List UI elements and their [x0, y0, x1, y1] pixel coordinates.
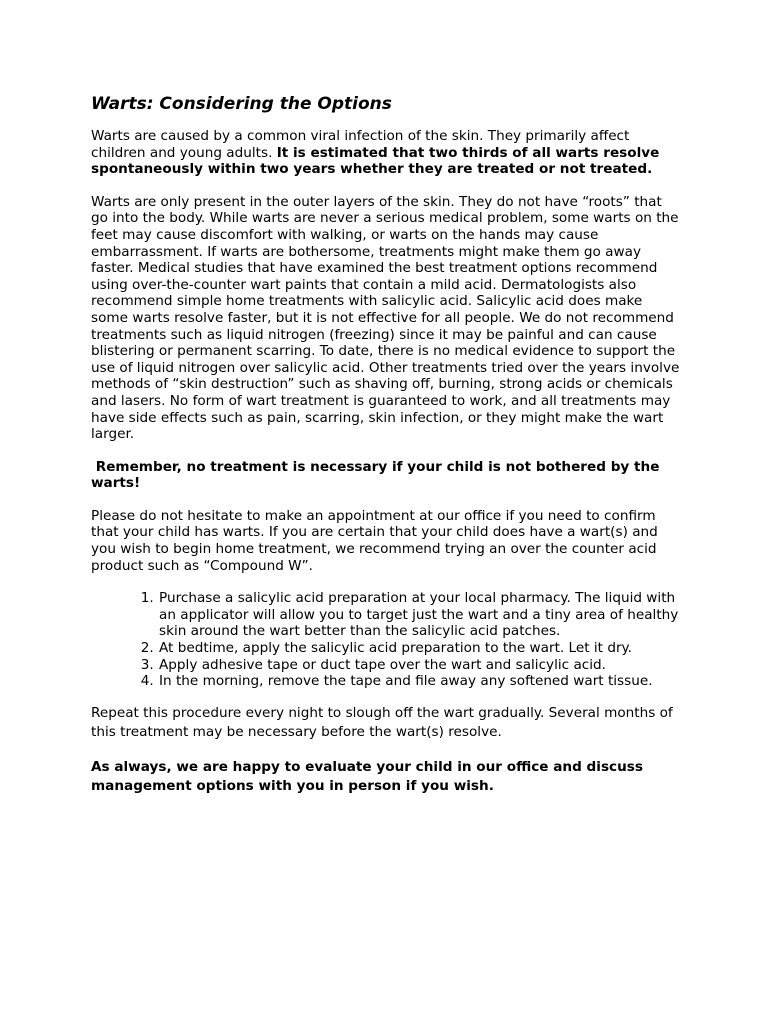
closing-paragraph: As always, we are happy to evaluate your child in our office and discuss management options with you in person if you wish.	[91, 758, 643, 794]
intro-text: Warts are caused by a common viral infection of the skin. They primarily affect children and young adults.	[91, 128, 630, 161]
treatment-step: 2. At bedtime, apply the salicylic acid preparation to the wart. Let it dry.	[158, 640, 683, 657]
warts-info-paragraph: Warts are only present in the outer layers of the skin. They do not have “roots” that go into the body. While warts are never a serious medical problem, some warts on the feet may cause discomfort with walking, or warts on the hands may cause embarrassment. If warts are bothersome, treatments might make them go away faster. Medical studies that have examined the best treatment options recommend using over-the-counter wart paints that contain a mild acid. Dermatologists also recommend simple home treatments with salicylic acid. Salicylic acid does make some warts resolve faster, but it is not effective for all people. We do not recommend treatments such as liquid nitrogen (freezing) since it may be painful and can cause blistering or permanent scarring. To date, there is no medical evidence to support the use of liquid nitrogen over salicylic acid. Other treatments tried over the years involve methods of “skin destruction” such as shaving off, burning, strong acids or chemicals and lasers. No form of wart treatment is guaranteed to work, and all treatments may have side effects such as pain, scarring, skin infection, or they might make the wart larger.	[91, 193, 680, 443]
document-title: Warts: Considering the Options	[91, 94, 392, 114]
repeat-procedure-paragraph: Repeat this procedure every night to slough off the wart gradually. Several months of this treatment may be necessary before the wart(s) resolve.	[91, 704, 673, 740]
treatment-step: 4. In the morning, remove the tape and file away any softened wart tissue.	[158, 673, 683, 690]
treatment-step: 1. Purchase a salicylic acid preparation at your local pharmacy. The liquid with an applicator will allow you to target just the wart and a tiny area of healthy skin around the wart better than the salicylic acid patches.	[158, 590, 683, 640]
intro-paragraph	[91, 128, 683, 178]
treatment-steps-list	[91, 590, 683, 690]
intro-bold-text: It is estimated that two thirds of all warts resolve spontaneously within two years whether they are treated or not treated.	[91, 144, 660, 178]
document-page	[91, 92, 683, 812]
reminder-paragraph: Remember, no treatment is necessary if your child is not bothered by the warts!	[91, 458, 665, 492]
treatment-step: 3. Apply adhesive tape or duct tape over the wart and salicylic acid.	[158, 657, 683, 674]
appointment-paragraph: Please do not hesitate to make an appointment at our office if you need to confirm that your child has warts. If you are certain that your child does have a wart(s) and you wish to begin home treatment, we recommend trying an over the counter acid product such as “Compound W”.	[91, 507, 658, 574]
